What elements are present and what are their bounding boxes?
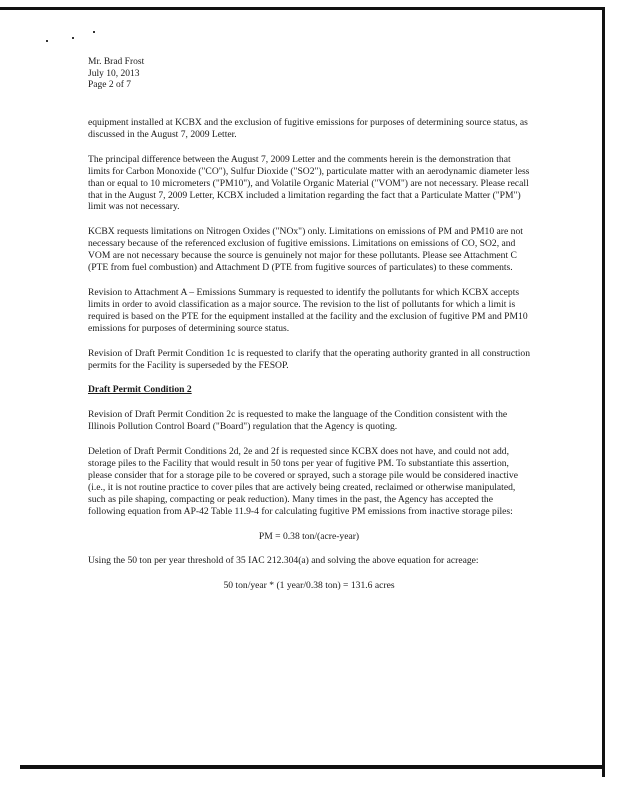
equation: 50 ton/year * (1 year/0.38 ton) = 131.6 acres: [223, 580, 395, 592]
paragraph: Revision of Draft Permit Condition 2c is requested to make the language of the Condition consistent with the Illinois Pollution Control Board ("Board") regulation that the Agency is quoting.: [88, 409, 508, 433]
scan-border-right: [602, 7, 605, 777]
paragraph: Deletion of Draft Permit Conditions 2d, 2e and 2f is requested since KCBX does not have, and could not add, storage piles to the Facility that would result in 50 tons per year of fugitive PM. To substantiate this assertion, please consider that for a storage pile to be covered or sprayed, such a storage pile would be considered inactive (i.e., it is not routine practice to cover piles that are actively being created, reclaimed or otherwise manipulated, such as pile shaping, compacting or peak reduction). Many times in the past, the Agency has accepted the following equation from AP-42 Table 11.9-4 for calculating fugitive PM emissions from inactive storage piles:: [88, 446, 518, 517]
scan-speck: [93, 31, 95, 33]
scan-border-top: [0, 7, 604, 10]
equation: PM = 0.38 ton/(acre-year): [258, 530, 360, 542]
letter-date: July 10, 2013: [88, 68, 140, 79]
scan-speck: [46, 40, 48, 42]
recipient-name: Mr. Brad Frost: [88, 57, 145, 67]
page-number: Page 2 of 7: [88, 80, 132, 90]
section-heading: Draft Permit Condition 2: [88, 384, 192, 396]
paragraph: Revision of Draft Permit Condition 1c is requested to clarify that the operating authority granted in all construction permits for the Facility is superseded by the FESOP.: [88, 347, 531, 371]
letter-header: [88, 57, 144, 92]
letter-body: [88, 117, 530, 592]
paragraph: equipment installed at KCBX and the exclusion of fugitive emissions for purposes of determining source status, as discussed in the August 7, 2009 Letter.: [88, 117, 528, 140]
scan-border-bottom: [20, 765, 605, 769]
scan-speck: [72, 37, 74, 39]
paragraph: Using the 50 ton per year threshold of 35 IAC 212.304(a) and solving the above equation for acreage:: [88, 555, 479, 567]
paragraph: Revision to Attachment A – Emissions Summary is requested to identify the pollutants for which KCBX accepts limits in order to avoid classification as a major source. The revision to the list of pollutants for which a limit is required is based on the PTE for the equipment installed at the facility and the exclusion of fugitive PM and PM10 emissions for purposes of determining source status.: [88, 286, 528, 334]
paragraph: KCBX requests limitations on Nitrogen Oxides ("NOx") only. Limitations on emissions of PM and PM10 are not necessary because of the referenced exclusion of fugitive emissions. Limitations on emissions of CO, SO2, and VOM are not necessary because the source is genuinely not major for these pollutants. Please see Attachment C (PTE from fuel combustion) and Attachment D (PTE from fugitive sources of particulates) to these comments.: [88, 226, 523, 274]
paragraph: The principal difference between the August 7, 2009 Letter and the comments herein is the demonstration that limits for Carbon Monoxide ("CO"), Sulfur Dioxide ("SO2"), particulate matter with an aerodynamic diameter less than or equal to 10 micrometers ("PM10"), and Volatile Organic Material ("VOM") are not necessary. Please recall that in the August 7, 2009 Letter, KCBX included a limitation regarding the fact that a Particulate Matter ("PM") limit was not necessary.: [88, 153, 530, 213]
